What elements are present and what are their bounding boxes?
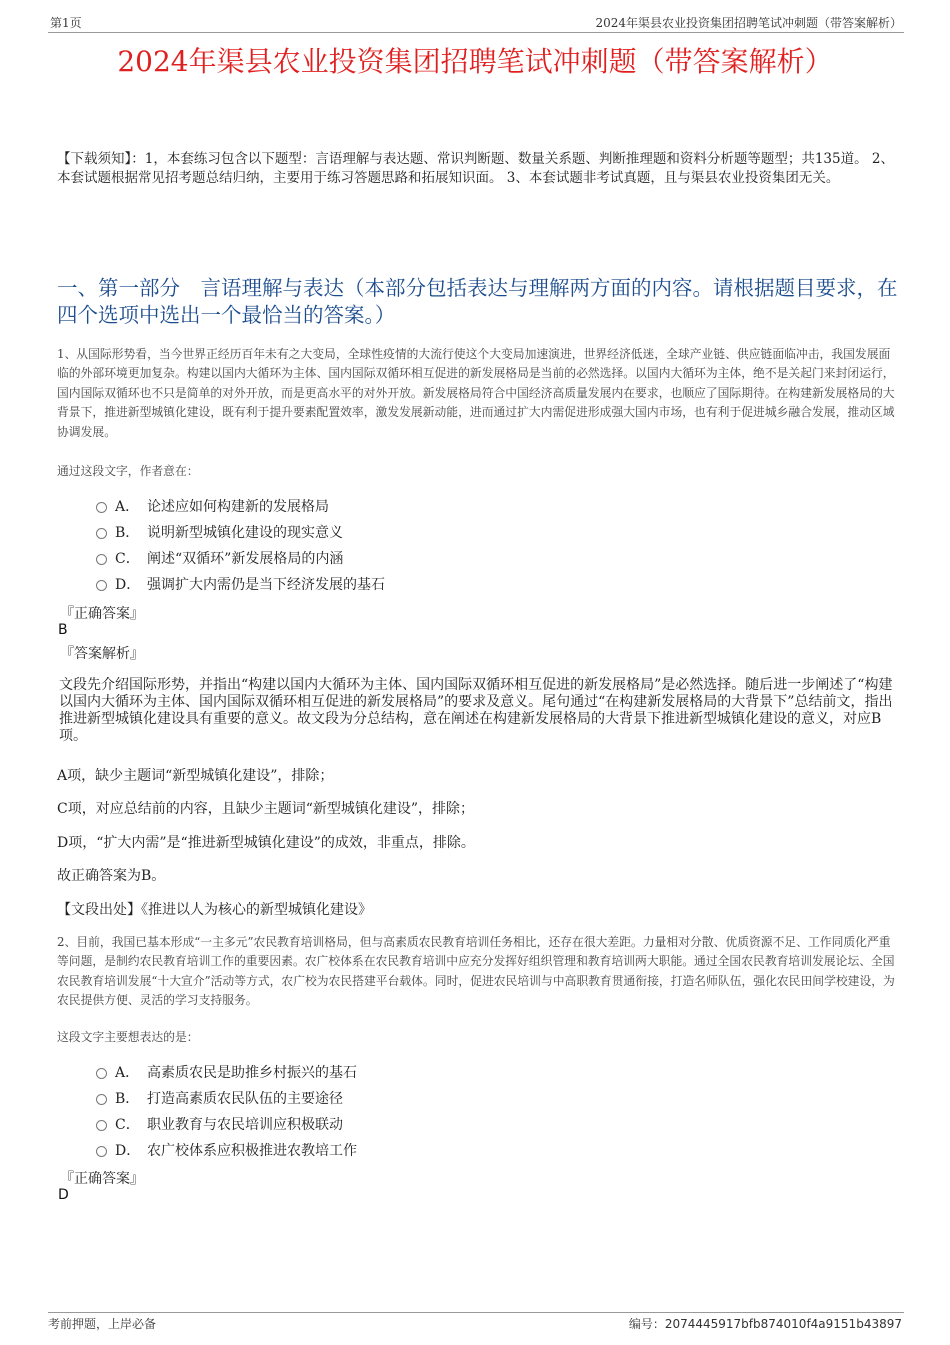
q2-option-b[interactable]	[96, 1087, 343, 1109]
q1-answer-label: 『正确答案』	[60, 606, 144, 622]
q1-option-d[interactable]	[96, 573, 385, 595]
section-heading: 一、第一部分 言语理解与表达（本部分包括表达与理解两方面的内容。请根据题目要求，在四个选项中选出一个最恰当的答案。）	[57, 276, 898, 327]
q1-option-a[interactable]	[96, 495, 329, 517]
q2-answer: D	[58, 1187, 69, 1203]
q1-note-c: C项，对应总结前的内容，且缺少主题词“新型城镇化建设”，排除；	[57, 801, 475, 817]
option-text: 强调扩大内需仍是当下经济发展的基石	[147, 577, 385, 593]
header-divider	[48, 32, 904, 33]
option-text: 说明新型城镇化建设的现实意义	[147, 525, 343, 541]
option-text: 打造高素质农民队伍的主要途径	[147, 1091, 343, 1107]
q2-option-c[interactable]	[96, 1113, 343, 1135]
radio-icon[interactable]	[96, 1146, 107, 1157]
radio-icon[interactable]	[96, 580, 107, 591]
document-id: 编号：2074445917bfb874010f4a9151b43897	[628, 1317, 902, 1331]
q2-answer-label: 『正确答案』	[60, 1171, 144, 1187]
option-letter: C．	[115, 551, 140, 567]
download-notice: 【下载须知】：1，本套练习包含以下题型：言语理解与表达题、常识判断题、数量关系题、判断推理题和资料分析题等题型；共135道。 2、本套试题根据常见招考题总结归纳，主要用于练习答题思路和拓展知识面。 3、本套试题非考试真题，且与渠县农业投资集团无关。	[57, 151, 894, 186]
radio-icon[interactable]	[96, 1094, 107, 1105]
option-letter: C．	[115, 1117, 140, 1133]
radio-icon[interactable]	[96, 1068, 107, 1079]
radio-icon[interactable]	[96, 528, 107, 539]
option-text: 阐述“双循环”新发展格局的内涵	[147, 551, 344, 567]
page-number: 第1页	[50, 16, 82, 30]
option-letter: B．	[115, 1091, 140, 1107]
option-text: 高素质农民是助推乡村振兴的基石	[147, 1065, 357, 1081]
q1-conclusion: 故正确答案为B。	[57, 868, 166, 884]
q1-option-c[interactable]	[96, 547, 343, 569]
q1-analysis-label: 『答案解析』	[60, 646, 144, 662]
option-letter: A．	[115, 499, 140, 515]
page-title: 2024年渠县农业投资集团招聘笔试冲刺题（带答案解析）	[117, 45, 833, 78]
option-letter: B．	[115, 525, 140, 541]
q1-note-a: A项，缺少主题词“新型城镇化建设”，排除；	[57, 768, 334, 784]
question-1-prompt: 通过这段文字，作者意在：	[57, 464, 199, 478]
q1-answer: B	[58, 622, 68, 638]
q2-option-a[interactable]	[96, 1061, 357, 1083]
q1-analysis: 文段先介绍国际形势，并指出“构建以国内大循环为主体、国内国际双循环相互促进的新发展格局”是必然选择。随后进一步阐述了“构建以国内大循环为主体、国内国际双循环相互促进的新发展格局”的要求及意义。尾句通过“在构建新发展格局的大背景下”总结前文，指出推进新型城镇化建设具有重要的意义。故文段为分总结构，意在阐述在构建新发展格局的大背景下推进新型城镇化建设的意义，对应B项。	[59, 677, 893, 744]
option-letter: D．	[115, 1143, 141, 1159]
q1-option-b[interactable]	[96, 521, 343, 543]
option-text: 论述应如何构建新的发展格局	[147, 499, 329, 515]
running-header-title: 2024年渠县农业投资集团招聘笔试冲刺题（带答案解析）	[595, 16, 902, 30]
footer-divider	[48, 1312, 904, 1313]
radio-icon[interactable]	[96, 1120, 107, 1131]
option-letter: D．	[115, 577, 141, 593]
q1-note-d: D项，“扩大内需”是“推进新型城镇化建设”的成效，非重点，排除。	[57, 835, 475, 851]
footer-slogan: 考前押题，上岸必备	[48, 1317, 157, 1331]
option-letter: A．	[115, 1065, 140, 1081]
radio-icon[interactable]	[96, 554, 107, 565]
q2-option-d[interactable]	[96, 1139, 357, 1161]
radio-icon[interactable]	[96, 502, 107, 513]
question-2-prompt: 这段文字主要想表达的是：	[57, 1030, 199, 1044]
option-text: 农广校体系应积极推进农教培工作	[147, 1143, 357, 1159]
question-1-text: 1、从国际形势看，当今世界正经历百年未有之大变局，全球性疫情的大流行使这个大变局加速演进，世界经济低迷，全球产业链、供应链面临冲击，我国发展面临的外部环境更加复杂。构建以国内大循环为主体、国内国际双循环相互促进的新发展格局是当前的必然选择。以国内大循环为主体，绝不是关起门来封闭运行，国内国际双循环也不只是简单的对外开放，而是更高水平的对外开放。新发展格局符合中国经济高质量发展内在要求，也顺应了国际期待。在构建新发展格局的大背景下，推进新型城镇化建设，既有利于提升要素配置效率，激发发展新动能，进而通过扩大内需促进形成强大国内市场，也有利于促进城乡融合发展，推动区域协调发展。	[57, 347, 895, 439]
question-2-text: 2、目前，我国已基本形成“一主多元”农民教育培训格局，但与高素质农民教育培训任务相比，还存在很大差距。力量相对分散、优质资源不足、工作同质化严重等问题，是制约农民教育培训工作的重要因素。农广校体系在农民教育培训中应充分发挥好组织管理和教育培训两大职能。通过全国农民教育培训发展论坛、全国农民教育培训发展“十大宣介”活动等方式，农广校为农民搭建平台载体。同时，促进农民培训与中高职教育贯通衔接，打造名师队伍，强化农民田间学校建设，为农民提供方便、灵活的学习支持服务。	[57, 935, 895, 1008]
option-text: 职业教育与农民培训应积极联动	[147, 1117, 343, 1133]
q1-source: 【文段出处】《推进以人为核心的新型城镇化建设》	[57, 902, 372, 918]
